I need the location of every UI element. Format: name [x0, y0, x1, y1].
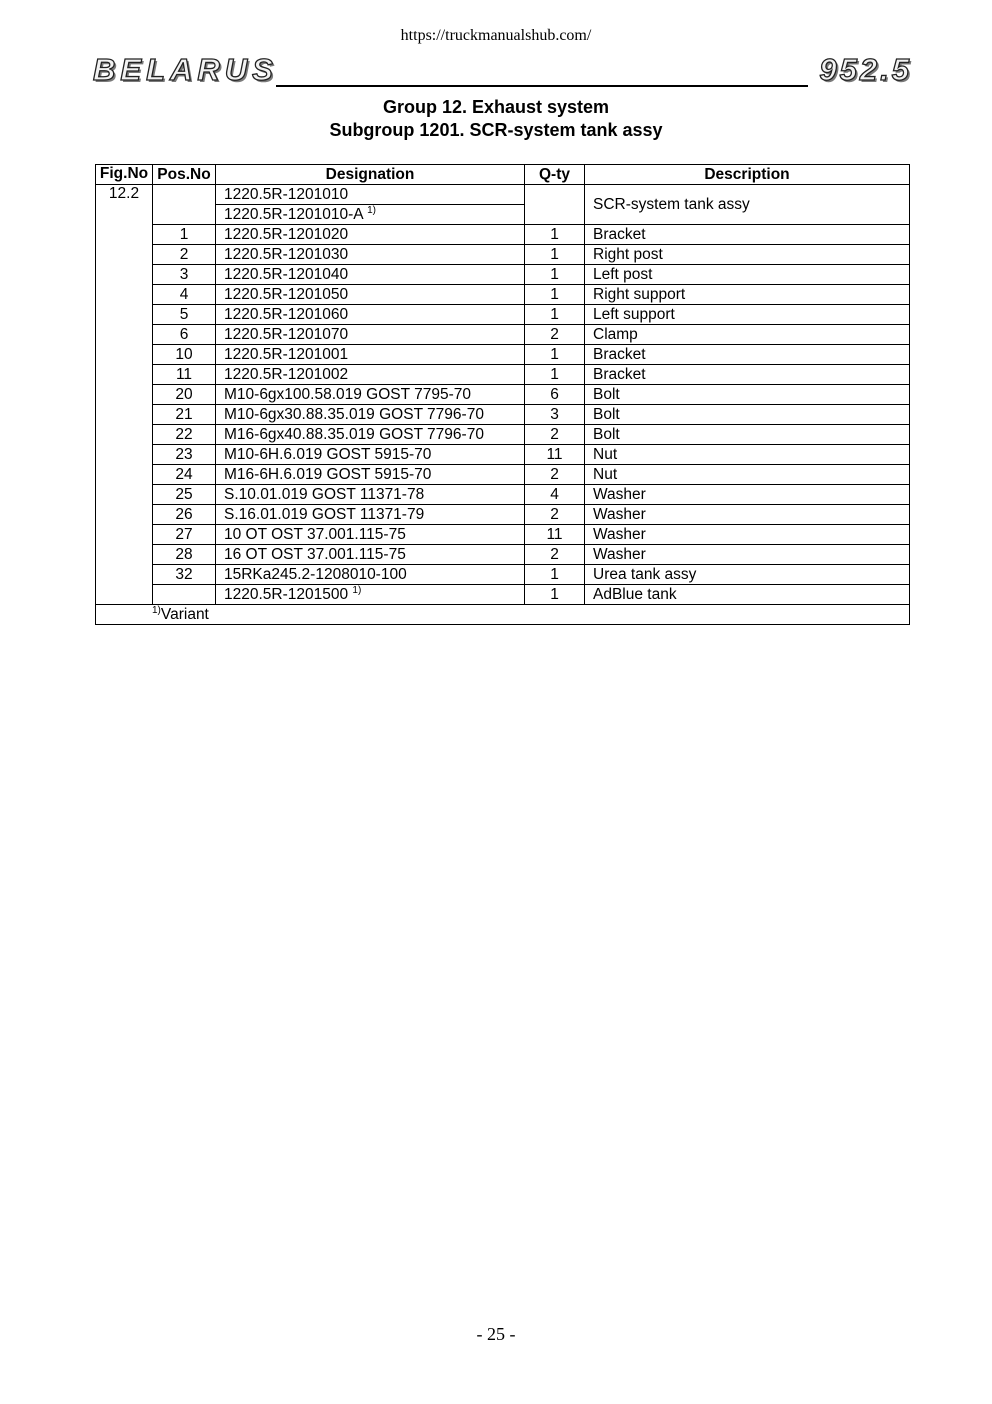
footnote-marker: 1)	[352, 585, 362, 596]
qty-cell: 4	[525, 485, 585, 505]
description-cell: Washer	[585, 525, 910, 545]
fig-no-cell: 12.2	[96, 185, 153, 605]
assembly-variant-designation	[216, 205, 525, 225]
qty-cell: 1	[525, 305, 585, 325]
designation-text: 1220.5R-1201070	[224, 326, 349, 343]
designation-cell	[216, 585, 525, 605]
designation-text: 1220.5R-1201010-A	[224, 206, 363, 223]
designation-cell	[216, 565, 525, 585]
table-header-row	[96, 165, 910, 185]
brand-logo: BELARUS	[93, 52, 278, 87]
qty-cell: 1	[525, 245, 585, 265]
description-cell: Bracket	[585, 345, 910, 365]
designation-text: 1220.5R-1201002	[224, 366, 349, 383]
description-cell: AdBlue tank	[585, 585, 910, 605]
designation-cell	[216, 285, 525, 305]
description-cell: Right support	[585, 285, 910, 305]
qty-cell: 1	[525, 345, 585, 365]
description-cell: Bolt	[585, 385, 910, 405]
designation-cell	[216, 465, 525, 485]
qty-cell: 1	[525, 285, 585, 305]
designation-cell	[216, 325, 525, 345]
table-row	[96, 225, 910, 245]
parts-table	[95, 164, 910, 625]
qty-cell: 1	[525, 225, 585, 245]
qty-cell: 1	[525, 585, 585, 605]
designation-text: M16-6H.6.019 GOST 5915-70	[224, 466, 432, 483]
description-cell: Bracket	[585, 225, 910, 245]
table-row	[96, 245, 910, 265]
table-row	[96, 465, 910, 485]
qty-cell	[525, 185, 585, 225]
pos-no-cell: 6	[153, 325, 216, 345]
pos-no-cell: 3	[153, 265, 216, 285]
column-header-description: Description	[585, 165, 910, 185]
designation-text: 1220.5R-1201500	[224, 586, 349, 603]
pos-no-cell: 25	[153, 485, 216, 505]
designation-text: 1220.5R-1201030	[224, 246, 349, 263]
qty-cell: 11	[525, 525, 585, 545]
table-row	[96, 585, 910, 605]
designation-cell	[216, 405, 525, 425]
table-row	[96, 265, 910, 285]
qty-cell: 2	[525, 425, 585, 445]
designation-text: S.16.01.019 GOST 11371-79	[224, 506, 425, 523]
table-row	[96, 505, 910, 525]
subgroup-title: Subgroup 1201. SCR-system tank assy	[329, 120, 663, 140]
designation-cell	[216, 485, 525, 505]
description-cell: Washer	[585, 545, 910, 565]
pos-no-cell: 4	[153, 285, 216, 305]
designation-text: M16-6gx40.88.35.019 GOST 7796-70	[224, 426, 484, 443]
designation-cell	[216, 385, 525, 405]
designation-text: 16 OT OST 37.001.115-75	[224, 546, 406, 563]
header-rule	[276, 85, 808, 87]
designation-text: 1220.5R-1201040	[224, 266, 349, 283]
description-cell: Washer	[585, 505, 910, 525]
page-number: - 25 -	[476, 1324, 516, 1344]
pos-no-cell: 32	[153, 565, 216, 585]
designation-cell	[216, 425, 525, 445]
qty-cell: 2	[525, 505, 585, 525]
designation-cell	[216, 265, 525, 285]
title-block	[0, 96, 992, 142]
qty-cell: 1	[525, 265, 585, 285]
assembly-designation: 1220.5R-1201010	[216, 185, 525, 205]
designation-cell	[216, 345, 525, 365]
footnote-cell	[96, 605, 910, 625]
table-row	[96, 385, 910, 405]
pos-no-cell: 5	[153, 305, 216, 325]
table-row	[96, 345, 910, 365]
description-cell: Right post	[585, 245, 910, 265]
description-cell: Bolt	[585, 425, 910, 445]
pos-no-cell	[153, 585, 216, 605]
pos-no-cell: 11	[153, 365, 216, 385]
pos-no-cell: 28	[153, 545, 216, 565]
qty-cell: 2	[525, 545, 585, 565]
source-url: https://truckmanualshub.com/	[400, 27, 592, 44]
designation-text: 1220.5R-1201001	[224, 346, 349, 363]
designation-text: M10-6gx30.88.35.019 GOST 7796-70	[224, 406, 484, 423]
pos-no-cell: 27	[153, 525, 216, 545]
description-cell: Washer	[585, 485, 910, 505]
column-header-designation: Designation	[216, 165, 525, 185]
description-cell: Bolt	[585, 405, 910, 425]
pos-no-cell: 26	[153, 505, 216, 525]
description-cell: Left post	[585, 265, 910, 285]
designation-cell	[216, 445, 525, 465]
designation-cell	[216, 245, 525, 265]
description-cell: Nut	[585, 465, 910, 485]
pos-no-cell: 20	[153, 385, 216, 405]
designation-cell	[216, 525, 525, 545]
table-row	[96, 445, 910, 465]
description-cell: Clamp	[585, 325, 910, 345]
description-cell: Left support	[585, 305, 910, 325]
table-row	[96, 425, 910, 445]
designation-text: 1220.5R-1201050	[224, 286, 349, 303]
qty-cell: 1	[525, 365, 585, 385]
table-row	[96, 485, 910, 505]
qty-cell: 1	[525, 565, 585, 585]
footnote-marker: 1)	[367, 205, 376, 216]
pos-no-cell: 22	[153, 425, 216, 445]
designation-cell	[216, 505, 525, 525]
pos-no-cell: 21	[153, 405, 216, 425]
table-row	[96, 365, 910, 385]
qty-cell: 2	[525, 465, 585, 485]
footnote-row	[96, 605, 910, 625]
model-logo: 952.5	[819, 52, 912, 87]
assembly-description: SCR-system tank assy	[585, 185, 910, 225]
designation-text: 15RKa245.2-1208010-100	[224, 566, 407, 583]
table-row	[96, 565, 910, 585]
designation-cell	[216, 225, 525, 245]
qty-cell: 2	[525, 325, 585, 345]
table-row	[96, 545, 910, 565]
group-title: Group 12. Exhaust system	[382, 97, 610, 117]
table-row	[96, 525, 910, 545]
designation-text: 1220.5R-1201020	[224, 226, 349, 243]
assembly-row	[96, 185, 910, 205]
column-header-pos-no: Pos.No	[153, 165, 216, 185]
description-cell: Urea tank assy	[585, 565, 910, 585]
pos-no-cell: 24	[153, 465, 216, 485]
table-row	[96, 285, 910, 305]
pos-no-cell: 23	[153, 445, 216, 465]
designation-cell	[216, 545, 525, 565]
column-header-qty: Q-ty	[525, 165, 585, 185]
description-cell: Bracket	[585, 365, 910, 385]
designation-text: S.10.01.019 GOST 11371-78	[224, 486, 425, 503]
footnote-marker: 1)	[152, 605, 161, 616]
pos-no-cell: 2	[153, 245, 216, 265]
designation-cell	[216, 365, 525, 385]
table-row	[96, 325, 910, 345]
qty-cell: 6	[525, 385, 585, 405]
designation-text: 1220.5R-1201060	[224, 306, 349, 323]
table-row	[96, 405, 910, 425]
pos-no-cell	[153, 185, 216, 225]
designation-text: M10-6gx100.58.019 GOST 7795-70	[224, 386, 472, 403]
description-cell: Nut	[585, 445, 910, 465]
pos-no-cell: 10	[153, 345, 216, 365]
pos-no-cell: 1	[153, 225, 216, 245]
designation-text: M10-6H.6.019 GOST 5915-70	[224, 446, 432, 463]
footnote-text: Variant	[160, 606, 209, 623]
designation-cell	[216, 305, 525, 325]
qty-cell: 11	[525, 445, 585, 465]
designation-text: 10 OT OST 37.001.115-75	[224, 526, 406, 543]
column-header-fig-no: Fig.No	[96, 165, 153, 185]
qty-cell: 3	[525, 405, 585, 425]
table-row	[96, 305, 910, 325]
